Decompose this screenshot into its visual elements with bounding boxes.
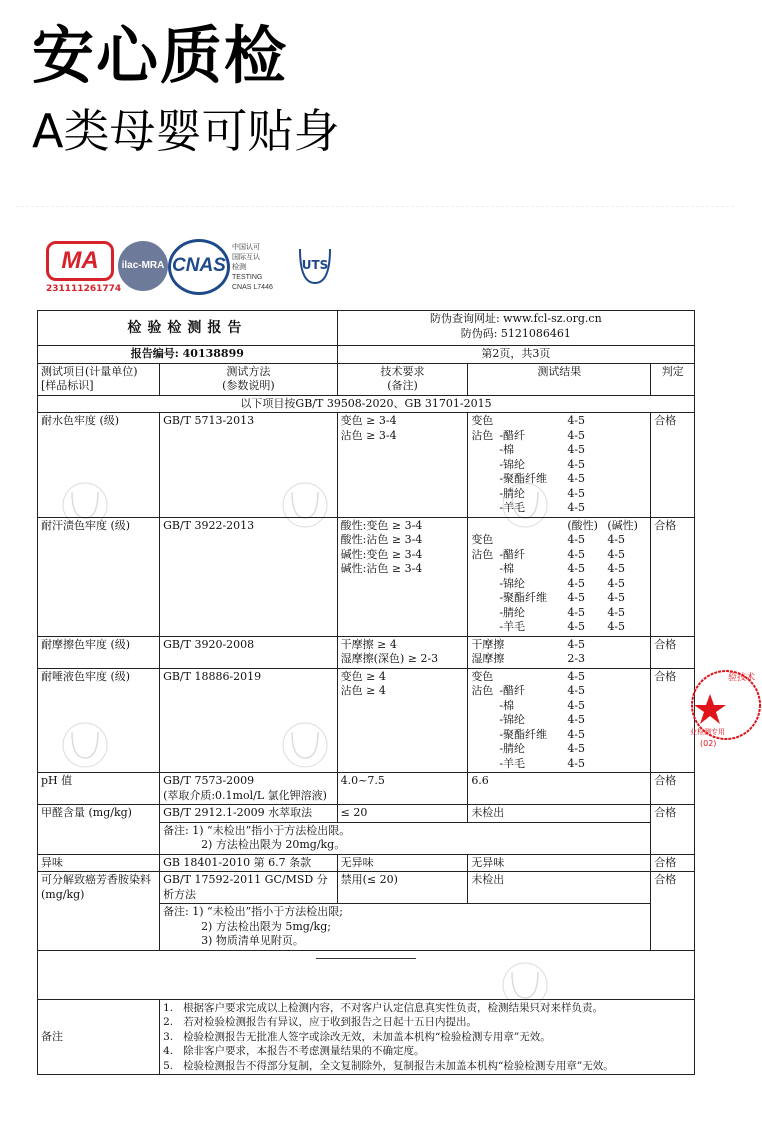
anti-fake-info <box>337 311 694 346</box>
result-cell <box>499 638 567 653</box>
remark-item <box>163 1044 691 1059</box>
req-line: 湿摩擦(深色) ≥ 2-3 <box>340 652 439 665</box>
uts-logo <box>294 243 336 289</box>
result-cell: 4-5 <box>567 486 586 500</box>
result-cell: -聚酯纤维 <box>499 727 548 741</box>
req-line: 沾色 ≥ 4 <box>340 684 386 697</box>
stamp-code: (02) <box>700 739 717 748</box>
row-result: 6.6 <box>468 773 651 805</box>
col-header-req-sub: (备注) <box>387 379 418 392</box>
result-line <box>471 577 647 592</box>
remark-number: 2. <box>163 1016 174 1028</box>
standard-note-row <box>38 395 695 413</box>
remark-number: 1. <box>163 1001 174 1014</box>
remarks-row <box>38 999 695 1075</box>
result-cell <box>471 443 499 458</box>
report-title: 检验检测报告 <box>38 311 338 346</box>
result-cell: 4-5 <box>567 576 586 590</box>
result-cell: -醋纤 <box>499 428 526 442</box>
note-line: 3) 物质清单见附页。 <box>201 934 304 947</box>
row-item: 耐唾液色牢度 (级) <box>38 668 160 773</box>
result-line <box>471 713 647 728</box>
result-cell: -棉 <box>499 443 515 456</box>
ph-method: GB/T 7573-2009 <box>163 774 255 787</box>
result-cell: 4-5 <box>567 637 586 651</box>
cnas-caption-line: 检测 <box>232 264 246 271</box>
row-method: GB/T 3920-2008 <box>160 636 338 668</box>
col-header-req-label: 技术要求 <box>380 364 425 378</box>
result-line <box>471 684 647 699</box>
result-cell <box>607 501 647 516</box>
result-cell <box>471 699 499 714</box>
col-header-method-sub: (参数说明) <box>222 379 275 392</box>
result-line <box>471 533 647 548</box>
result-cell <box>471 472 499 487</box>
result-cell: 4-5 <box>567 605 586 619</box>
result-cell <box>499 414 567 429</box>
ma-logo-text: MA <box>46 241 114 281</box>
result-cell: (碱性) <box>607 518 638 532</box>
result-cell <box>471 620 499 635</box>
ma-logo-number: 231111261774 <box>46 284 122 294</box>
result-cell: 4-5 <box>567 669 586 683</box>
req-line: 沾色 ≥ 3-4 <box>340 428 397 442</box>
result-cell: 4-5 <box>567 562 586 575</box>
result-cell: 4-5 <box>567 533 586 546</box>
result-cell <box>471 713 499 728</box>
remark-number: 3. <box>163 1030 174 1043</box>
result-cell: 4-5 <box>567 428 586 442</box>
row-verdict: 合格 <box>651 854 695 872</box>
result-cell <box>607 713 647 728</box>
certification-logos <box>46 237 366 299</box>
result-cell: 沾色 <box>471 547 494 561</box>
result-line <box>471 487 647 502</box>
row-result: 无异味 <box>468 854 651 872</box>
result-cell <box>607 414 647 429</box>
result-cell <box>499 670 567 685</box>
col-header-req <box>337 363 468 395</box>
hero-subtitle: A类母婴可贴身 <box>32 104 340 158</box>
result-cell <box>499 533 567 548</box>
row-method: GB/T 5713-2013 <box>160 413 338 518</box>
blank-cell <box>38 950 695 999</box>
req-line: 碱性:变色 ≥ 3-4 <box>340 547 423 561</box>
result-cell: 4-5 <box>567 443 586 456</box>
remark-item <box>163 1030 691 1045</box>
result-cell <box>471 577 499 592</box>
row-method: GB 18401-2010 第 6.7 条款 <box>160 854 338 872</box>
row-verdict: 合格 <box>651 805 695 855</box>
row-result: 未检出 <box>468 872 651 904</box>
col-header-method <box>160 363 338 395</box>
report-number-row <box>38 346 695 364</box>
result-cell: -棉 <box>499 698 515 712</box>
result-cell <box>607 652 647 667</box>
cnas-logo: CNAS <box>172 255 226 276</box>
blank-row <box>38 950 695 999</box>
result-cell: -醋纤 <box>499 684 526 697</box>
note-line: 2) 方法检出限为 5mg/kg; <box>201 919 331 933</box>
result-cell: 4-5 <box>607 576 626 590</box>
ma-logo <box>46 241 122 299</box>
remark-text: 检验检测报告无批准人签字或涂改无效，未加盖本机构“检验检测专用章”无效。 <box>183 1030 551 1043</box>
result-cell <box>607 472 647 487</box>
ilac-mra-logo: ilac-MRA <box>118 241 168 291</box>
result-cell: -腈纶 <box>499 742 526 755</box>
row-result: 未检出 <box>468 805 651 823</box>
row-method <box>160 773 338 805</box>
row-req: 禁用(≤ 20) <box>337 872 468 904</box>
row-req <box>337 636 468 668</box>
row-verdict: 合格 <box>651 636 695 668</box>
formaldehyde-notes <box>160 822 651 854</box>
remark-text: 除非客户要求，本报告不考虑测量结果的不确定度。 <box>183 1045 425 1057</box>
divider <box>316 958 416 959</box>
star-icon <box>694 694 726 724</box>
result-line <box>471 429 647 444</box>
result-cell: 2-3 <box>567 652 586 665</box>
result-line <box>471 699 647 714</box>
result-cell: 4-5 <box>567 591 586 604</box>
table-row-odor <box>38 854 695 872</box>
result-line <box>471 519 647 534</box>
result-cell: 4-5 <box>567 501 586 514</box>
result-cell: -腈纶 <box>499 605 526 619</box>
row-req <box>337 668 468 773</box>
result-cell: 变色 <box>471 669 494 683</box>
note-line: 备注: 1) “未检出”指小于方法检出限。 <box>163 823 351 837</box>
result-line <box>471 591 647 606</box>
result-line <box>471 458 647 473</box>
result-cell: 4-5 <box>567 727 586 741</box>
cnas-caption-line: 中国认可 <box>232 244 260 251</box>
result-cell: 干摩擦 <box>471 637 505 651</box>
col-header-verdict: 判定 <box>651 363 695 395</box>
result-cell <box>471 458 499 473</box>
row-method: GB/T 3922-2013 <box>160 517 338 636</box>
col-header-item-label: 测试项目(计量单位) <box>41 364 138 378</box>
remark-item <box>163 1001 691 1016</box>
column-header-row <box>38 363 695 395</box>
col-header-item <box>38 363 160 395</box>
row-result <box>468 668 651 773</box>
result-line <box>471 670 647 685</box>
result-line <box>471 414 647 429</box>
row-item: 耐摩擦色牢度 (级) <box>38 636 160 668</box>
col-header-result: 测试结果 <box>468 363 651 395</box>
table-row-ph <box>38 773 695 805</box>
row-result <box>468 636 651 668</box>
row-method: GB/T 18886-2019 <box>160 668 338 773</box>
row-req: 4.0~7.5 <box>337 773 468 805</box>
result-cell: 4-5 <box>567 742 586 755</box>
result-cell: -聚酯纤维 <box>499 472 548 485</box>
result-cell: -羊毛 <box>499 501 526 514</box>
row-req <box>337 517 468 636</box>
result-cell: 湿摩擦 <box>471 652 505 665</box>
result-cell: 4-5 <box>567 414 586 427</box>
result-line <box>471 548 647 563</box>
page-info: 第2页，共3页 <box>337 346 694 364</box>
hero-title: 安心质检 <box>32 19 289 92</box>
stamp-top-text: 验技术 <box>728 673 756 683</box>
verify-code: 防伪码: 5121086461 <box>460 326 571 340</box>
result-cell: -聚酯纤维 <box>499 591 548 604</box>
col-header-item-sub: [样品标识] <box>41 379 94 392</box>
row-req: ≤ 20 <box>337 805 468 823</box>
result-cell <box>471 742 499 757</box>
result-cell: 4-5 <box>567 698 586 712</box>
stamp-bottom-text: 业检测专用 <box>690 728 725 736</box>
row-verdict: 合格 <box>651 668 695 773</box>
result-line <box>471 742 647 757</box>
note-line: 备注: 1) “未检出”指小于方法检出限; <box>163 905 344 918</box>
remark-item <box>163 1015 691 1030</box>
uts-logo-text: UTS <box>301 258 329 272</box>
result-cell: 4-5 <box>607 620 626 633</box>
req-line: 变色 ≥ 4 <box>340 669 386 683</box>
cnas-caption <box>232 243 273 293</box>
result-line <box>471 728 647 743</box>
cnas-caption-line: 国际互认 <box>232 254 260 261</box>
cnas-caption-line: CNAS L7446 <box>232 284 273 291</box>
result-cell: 4-5 <box>567 756 586 770</box>
result-cell: (酸性) <box>567 518 598 532</box>
result-cell: -棉 <box>499 562 515 575</box>
result-cell: 4-5 <box>567 620 586 633</box>
row-req: 无异味 <box>337 854 468 872</box>
result-cell: 4-5 <box>607 605 626 619</box>
result-cell <box>607 670 647 685</box>
result-cell: 4-5 <box>607 533 626 546</box>
result-cell <box>607 728 647 743</box>
result-cell: 4-5 <box>567 547 586 561</box>
row-item: pH 值 <box>38 773 160 805</box>
result-cell: -羊毛 <box>499 620 526 633</box>
azo-notes <box>160 904 651 951</box>
row-verdict: 合格 <box>651 517 695 636</box>
standard-note: 以下项目按GB/T 39508-2020、GB 31701-2015 <box>38 395 695 413</box>
result-cell <box>499 652 567 667</box>
result-cell: 变色 <box>471 414 494 427</box>
result-line <box>471 501 647 516</box>
result-cell <box>607 757 647 772</box>
result-line <box>471 606 647 621</box>
result-line <box>471 562 647 577</box>
table-row-azo <box>38 872 695 904</box>
result-cell <box>471 562 499 577</box>
result-line <box>471 620 647 635</box>
row-result <box>468 413 651 518</box>
table-row-formaldehyde <box>38 805 695 823</box>
result-cell <box>471 606 499 621</box>
row-item: 可分解致癌芳香胺染料 (mg/kg) <box>38 872 160 951</box>
result-cell: 4-5 <box>567 457 586 471</box>
result-cell: -锦纶 <box>499 457 526 471</box>
result-line <box>471 757 647 772</box>
remark-item <box>163 1059 691 1074</box>
col-header-method-label: 测试方法 <box>226 364 271 378</box>
result-cell <box>607 742 647 757</box>
row-item: 甲醛含量 (mg/kg) <box>38 805 160 855</box>
row-item: 耐汗渍色牢度 (级) <box>38 517 160 636</box>
note-line: 2) 方法检出限为 20mg/kg。 <box>201 838 346 851</box>
result-cell: 4-5 <box>567 713 586 726</box>
row-item: 异味 <box>38 854 160 872</box>
result-cell <box>607 443 647 458</box>
result-cell: 4-5 <box>607 591 626 604</box>
remarks-label: 备注 <box>38 999 160 1075</box>
result-cell <box>471 757 499 772</box>
result-line <box>471 472 647 487</box>
row-method: GB/T 17592-2011 GC/MSD 分析方法 <box>160 872 338 904</box>
report-number: 报告编号: 40138899 <box>38 346 338 364</box>
table-row <box>38 517 695 636</box>
result-cell <box>471 591 499 606</box>
result-cell: 沾色 <box>471 684 494 697</box>
result-cell <box>607 699 647 714</box>
result-cell: -醋纤 <box>499 547 526 561</box>
verify-url: 防伪查询网址: www.fcl-sz.org.cn <box>429 312 602 325</box>
result-cell <box>607 684 647 699</box>
result-cell: 4-5 <box>567 472 586 485</box>
result-cell <box>471 728 499 743</box>
remarks-list <box>160 999 695 1075</box>
result-cell: 4-5 <box>567 684 586 697</box>
row-verdict: 合格 <box>651 413 695 518</box>
remark-text: 检验检测报告不得部分复制，全文复制除外，复制报告未加盖本机构“检验检测专用章”无效。 <box>183 1059 614 1072</box>
result-cell: 4-5 <box>607 547 626 561</box>
remark-number: 5. <box>163 1059 174 1072</box>
ph-method-note: (萃取介质:0.1mol/L 氯化钾溶液) <box>163 788 327 802</box>
result-cell: 4-5 <box>607 562 626 575</box>
result-cell <box>607 458 647 473</box>
inspection-seal-stamp <box>690 650 762 760</box>
result-cell: -锦纶 <box>499 576 526 590</box>
row-item: 耐水色牢度 (级) <box>38 413 160 518</box>
result-cell <box>607 638 647 653</box>
result-line <box>471 652 647 667</box>
remark-number: 4. <box>163 1045 174 1057</box>
table-row <box>38 413 695 518</box>
req-line: 干摩擦 ≥ 4 <box>340 637 397 651</box>
row-verdict: 合格 <box>651 872 695 951</box>
result-cell <box>607 487 647 502</box>
row-verdict: 合格 <box>651 773 695 805</box>
result-cell: -锦纶 <box>499 713 526 726</box>
req-line: 酸性:变色 ≥ 3-4 <box>340 518 423 532</box>
result-cell <box>499 519 567 534</box>
result-cell: 变色 <box>471 533 494 546</box>
report-header-row <box>38 311 695 346</box>
result-cell: 沾色 <box>471 428 494 442</box>
table-row <box>38 668 695 773</box>
req-line: 碱性:沾色 ≥ 3-4 <box>340 562 423 575</box>
req-line: 变色 ≥ 3-4 <box>340 414 397 427</box>
result-cell <box>471 501 499 516</box>
remark-text: 根据客户要求完成以上检测内容，不对客户认定信息真实性负责，检测结果只对来样负责。 <box>183 1001 604 1014</box>
cnas-caption-line: TESTING <box>232 274 263 281</box>
result-line <box>471 638 647 653</box>
row-method: GB/T 2912.1-2009 水萃取法 <box>160 805 338 823</box>
result-line <box>471 443 647 458</box>
result-cell: -羊毛 <box>499 756 526 770</box>
result-cell <box>607 429 647 444</box>
row-req <box>337 413 468 518</box>
result-cell <box>471 519 499 534</box>
result-cell <box>471 487 499 502</box>
table-row <box>38 636 695 668</box>
remark-text: 若对检验检测报告有异议，应于收到报告之日起十五日内提出。 <box>183 1016 478 1028</box>
req-line: 酸性:沾色 ≥ 3-4 <box>340 533 423 546</box>
row-result <box>468 517 651 636</box>
result-cell: -腈纶 <box>499 486 526 500</box>
test-report-table <box>37 310 695 1075</box>
